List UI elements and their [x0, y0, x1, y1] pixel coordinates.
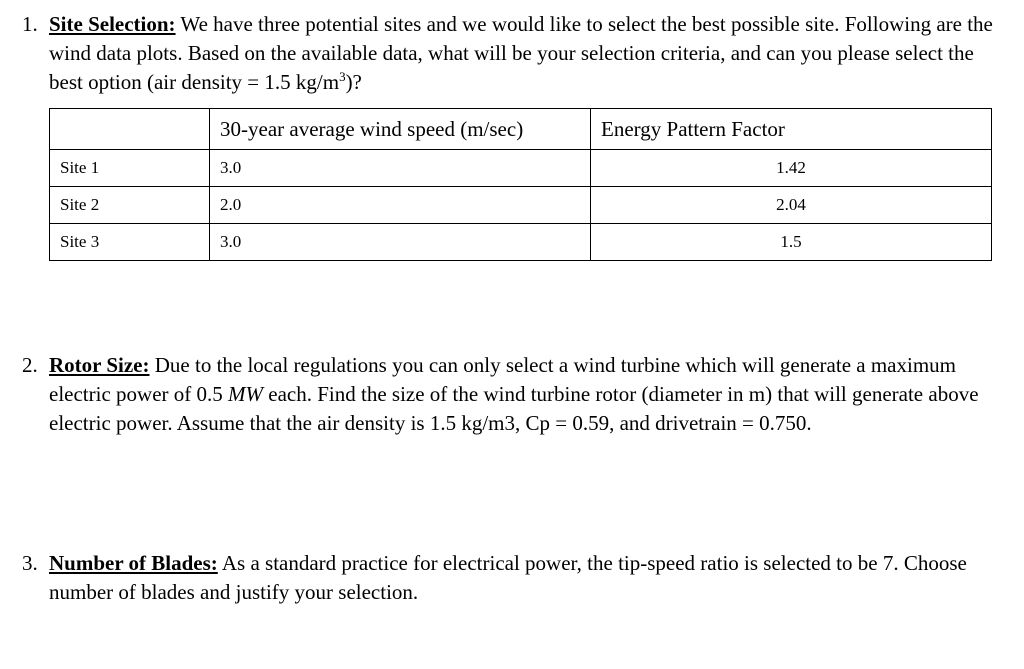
question-number: 3. — [22, 551, 38, 575]
header-wind-speed: 30-year average wind speed (m/sec) — [210, 109, 591, 150]
question-1 — [22, 10, 1002, 97]
question-body-end: each. Find the size of the wind turbine rotor (diameter in m) that will generate above electric power. Assume that the air density is 1.5 kg/m3, Cp = 0.59, and drivetrain = 0.750. — [49, 382, 979, 435]
site-name-cell: Site 3 — [50, 224, 210, 261]
question-body-end: )? — [345, 70, 362, 94]
table-row — [50, 187, 992, 224]
question-text — [49, 549, 1002, 607]
question-heading: Number of Blades: — [49, 551, 218, 575]
question-heading: Site Selection: — [49, 12, 176, 36]
question-body: As a standard practice for electrical power, the tip-speed ratio is selected to be 7. Choose number of blades and justify your selection. — [49, 551, 967, 604]
question-number: 1. — [22, 12, 38, 36]
epf-cell: 1.42 — [591, 150, 992, 187]
question-body: We have three potential sites and we would like to select the best possible site. Following are the wind data plots. Based on the available data, what will be your selection criteria, and can you please select the best option (air density = 1.5 kg/m — [49, 12, 993, 94]
question-2 — [22, 351, 1002, 438]
table-header-row — [50, 109, 992, 150]
question-text — [49, 351, 1002, 438]
wind-speed-cell: 2.0 — [210, 187, 591, 224]
wind-speed-cell: 3.0 — [210, 224, 591, 261]
table-row — [50, 224, 992, 261]
question-number: 2. — [22, 353, 38, 377]
table-row — [50, 150, 992, 187]
question-3 — [22, 549, 1002, 607]
epf-cell: 2.04 — [591, 187, 992, 224]
wind-speed-cell: 3.0 — [210, 150, 591, 187]
site-name-cell: Site 1 — [50, 150, 210, 187]
question-body: Due to the local regulations you can only select a wind turbine which will generate a maximum electric power of 0.5 — [49, 353, 957, 406]
header-empty — [50, 109, 210, 150]
superscript-exponent: 3 — [339, 69, 346, 84]
site-name-cell: Site 2 — [50, 187, 210, 224]
header-energy-pattern-factor: Energy Pattern Factor — [591, 109, 992, 150]
question-heading: Rotor Size: — [49, 353, 150, 377]
site-data-table — [49, 108, 992, 261]
power-unit: MW — [228, 382, 264, 406]
question-text — [49, 10, 1002, 97]
epf-cell: 1.5 — [591, 224, 992, 261]
